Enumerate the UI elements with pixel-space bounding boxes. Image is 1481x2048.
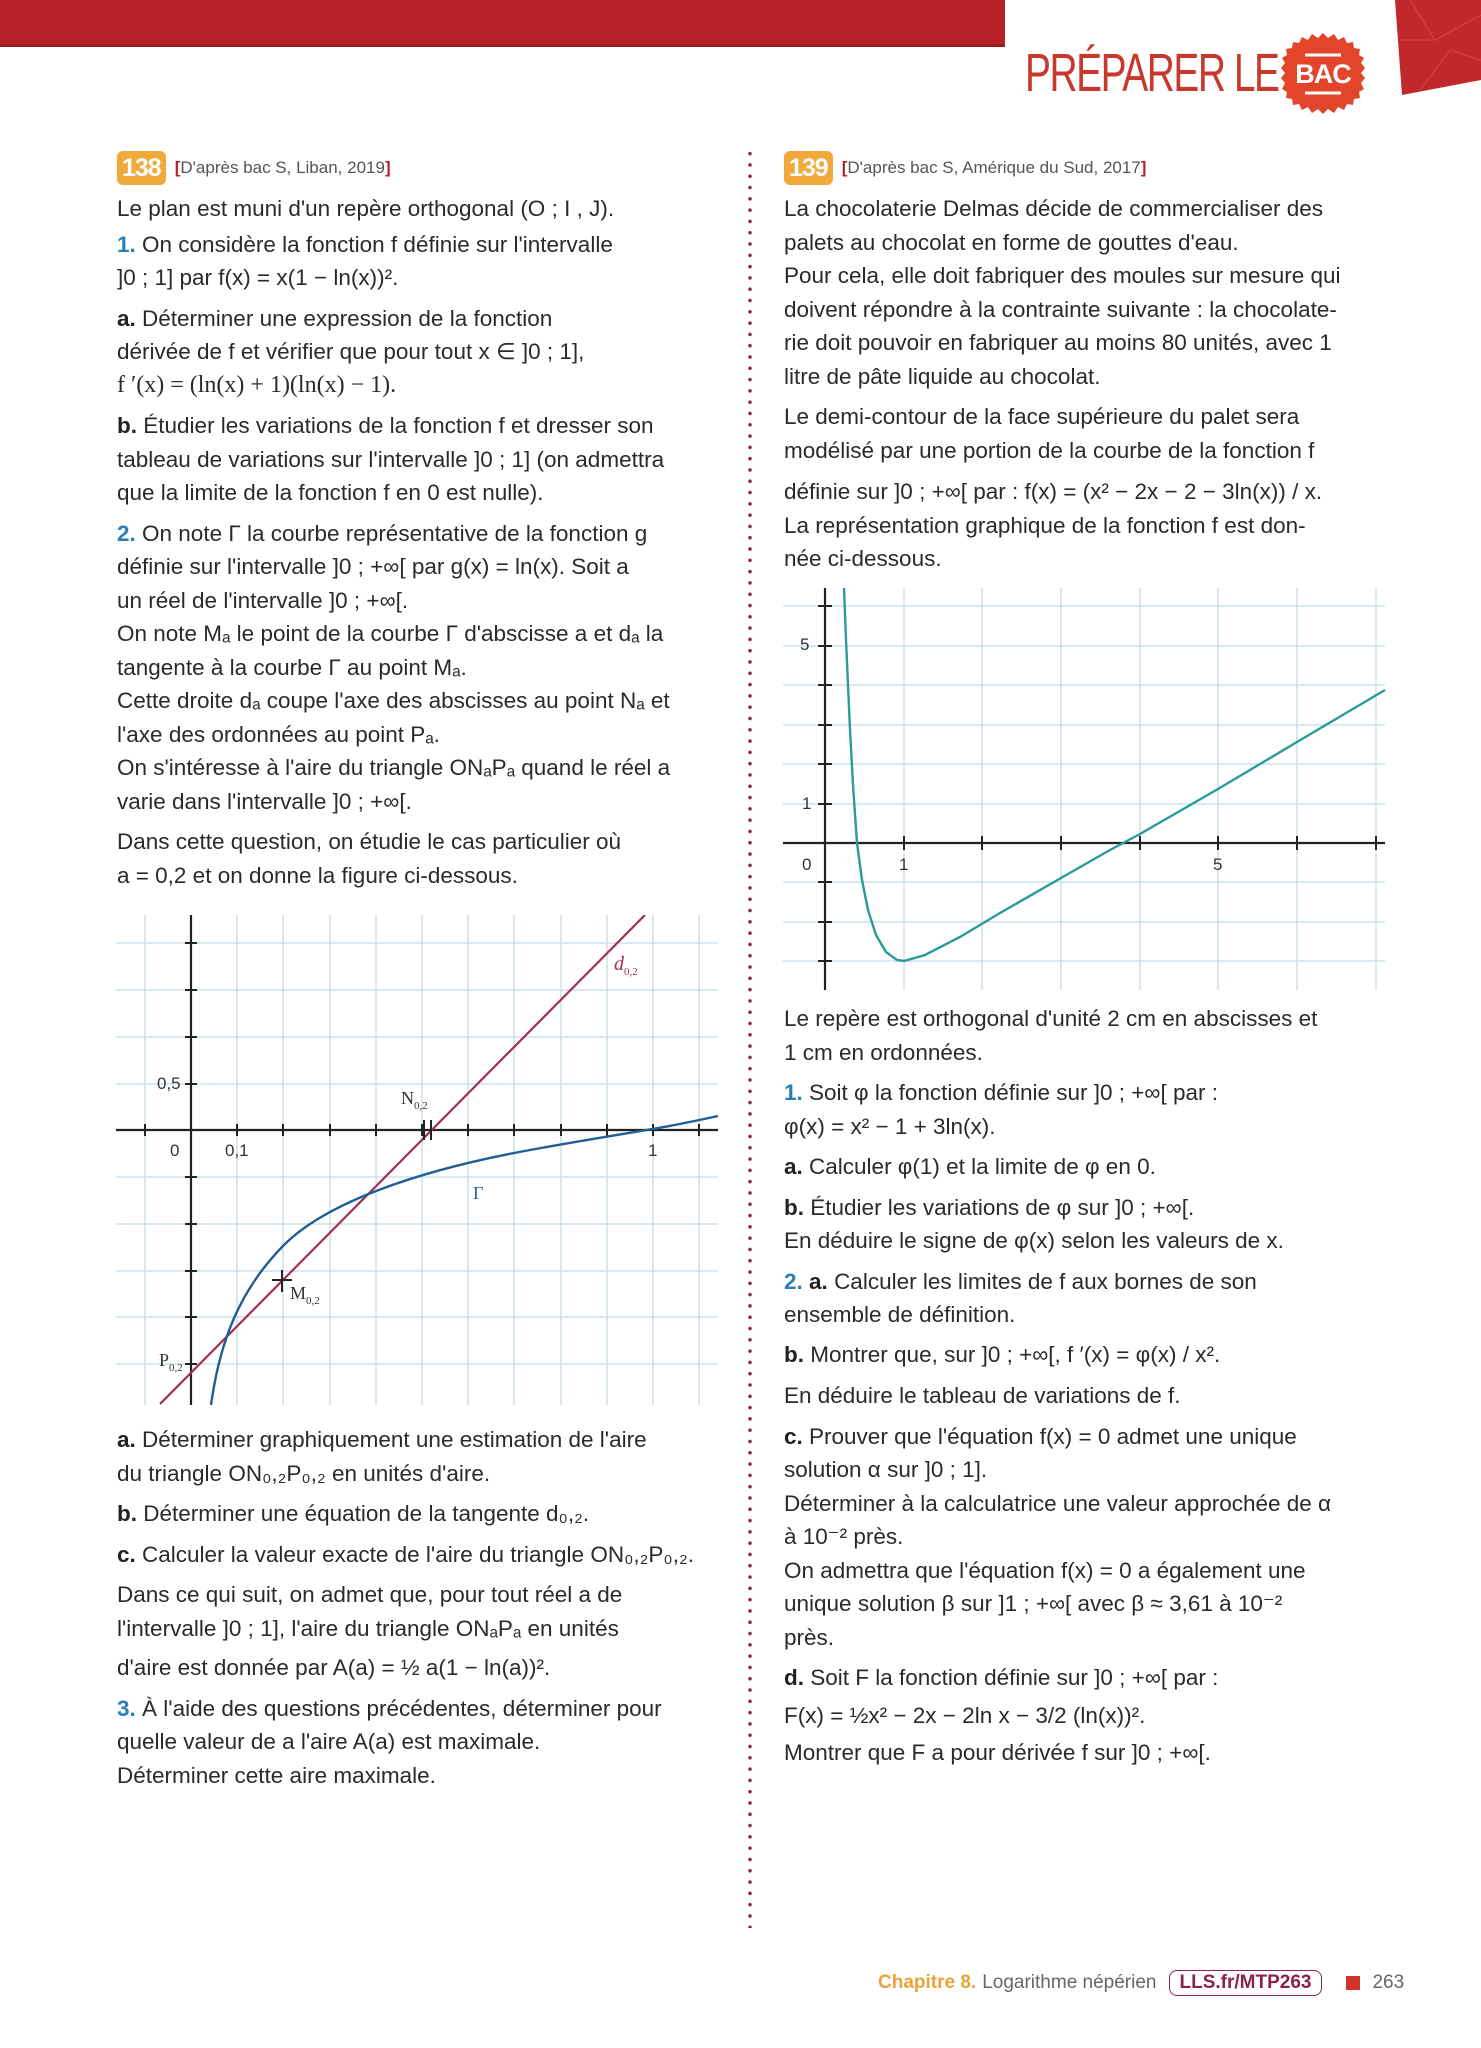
question-1b-line3: que la limite de la fonction f en 0 est nulle). xyxy=(117,480,544,505)
graph-line1: La représentation graphique de la fonction f est don- xyxy=(784,512,1306,538)
question-2c-line: solution α sur ]0 ; 1]. xyxy=(784,1457,988,1482)
preparer-le-label: PRÉPARER LE xyxy=(1025,43,1279,103)
intro-line: palets au chocolat en forme de gouttes d'eau. xyxy=(784,229,1239,255)
bac-badge-label: BAC xyxy=(1295,59,1351,89)
admit-line3: d'aire est donnée par A(a) = ½ a(1 − ln(a))². xyxy=(117,1655,551,1680)
question-text: Déterminer une équation de la tangente d₀,₂. xyxy=(143,1501,590,1526)
x-tick-label-1: 1 xyxy=(899,855,909,874)
question-label: d. xyxy=(784,1665,804,1690)
question-text: Déterminer graphiquement une estimation de l'aire xyxy=(142,1427,647,1452)
question-1 xyxy=(117,228,727,262)
question-2a xyxy=(784,1265,1394,1299)
question-2-line: tangente à la courbe Γ au point Mₐ. xyxy=(117,654,467,680)
intro-text: Le plan est muni d'un repère orthogonal (O ; I , J). xyxy=(117,196,615,221)
question-label: a. xyxy=(117,305,136,331)
question-1b xyxy=(117,409,727,443)
question-2a-line2: du triangle ON₀,₂P₀,₂ en unités d'aire. xyxy=(117,1460,491,1486)
question-label: b. xyxy=(784,1194,804,1220)
page-footer xyxy=(878,1970,1404,1996)
curve-f xyxy=(844,588,1385,961)
question-label: b. xyxy=(117,413,137,438)
x-tick-label-0-1: 0,1 xyxy=(225,1141,249,1160)
model-line3: définie sur ]0 ; +∞[ par : f(x) = (x² − 2x − 2 − 3ln(x)) / x. xyxy=(784,479,1323,504)
question-2a-line2: ensemble de définition. xyxy=(784,1302,1016,1327)
page-number: 263 xyxy=(1372,1972,1405,1993)
question-text: On note Γ la courbe représentative de la fonction g xyxy=(142,520,648,546)
question-text: À l'aide des questions précédentes, déterminer pour xyxy=(142,1695,662,1721)
lls-link[interactable]: LLS.fr/MTP263 xyxy=(1169,1970,1323,1996)
question-number: 1. xyxy=(784,1080,803,1105)
question-2c xyxy=(117,1538,727,1572)
corner-decoration xyxy=(1390,0,1481,95)
header-banner-shadow xyxy=(0,44,1005,47)
source-text: D'après bac S, Amérique du Sud, 2017 xyxy=(847,158,1141,178)
question-text: Étudier les variations de la fonction f et dresser son xyxy=(143,413,654,438)
curve-gamma-ln xyxy=(211,1116,718,1405)
question-number: 3. xyxy=(117,1695,136,1721)
question-2d-line3: Montrer que F a pour dérivée f sur ]0 ; +∞[. xyxy=(784,1740,1211,1765)
label-m02: $M_{0,2}$ xyxy=(290,1283,320,1307)
question-2c-line: à 10⁻² près. xyxy=(784,1524,904,1549)
question-1b-line2: En déduire le signe de φ(x) selon les valeurs de x. xyxy=(784,1228,1284,1253)
question-2c xyxy=(784,1420,1394,1454)
question-1a-formula: f ′(x) = (ln(x) + 1)(ln(x) − 1). xyxy=(117,371,397,398)
question-1-formula: φ(x) = x² − 1 + 3ln(x). xyxy=(784,1113,996,1139)
model-line2: modélisé par une portion de la courbe de la fonction f xyxy=(784,437,1315,463)
question-text: On considère la fonction f définie sur l'intervalle xyxy=(142,231,613,257)
y-tick-label-5: 5 xyxy=(800,635,810,654)
question-3 xyxy=(117,1692,727,1726)
x-tick-label-1: 1 xyxy=(648,1141,658,1160)
question-1b-line2: tableau de variations sur l'intervalle ]0 ; 1] (on admettra xyxy=(117,446,665,472)
label-p02: $P_{0,2}$ xyxy=(159,1350,183,1374)
question-label: a. xyxy=(784,1154,803,1179)
intro-line: doivent répondre à la contrainte suivante : la chocolate- xyxy=(784,296,1337,322)
question-2b xyxy=(784,1338,1394,1372)
label-n02: $N_{0,2}$ xyxy=(401,1088,428,1112)
question-2c-line: On admettra que l'équation f(x) = 0 a également une xyxy=(784,1557,1306,1583)
question-1a xyxy=(117,302,727,336)
figure-function-f xyxy=(780,585,1390,995)
question-1-line2: ]0 ; 1] par f(x) = x(1 − ln(x))². xyxy=(117,265,399,290)
y-tick-label-0-5: 0,5 xyxy=(157,1074,181,1093)
question-label: a. xyxy=(117,1427,136,1452)
question-label: a. xyxy=(809,1268,828,1294)
repere-line1: Le repère est orthogonal d'unité 2 cm en abscisses et xyxy=(784,1006,1318,1031)
case-text-line2: a = 0,2 et on donne la figure ci-dessous. xyxy=(117,862,518,888)
question-label: c. xyxy=(784,1423,803,1449)
figure-tangent-ln xyxy=(116,912,720,1406)
question-2 xyxy=(117,517,727,551)
exercise-source: [D'après bac S, Amérique du Sud, 2017] xyxy=(841,158,1147,178)
question-2-line: l'axe des ordonnées au point Pₐ. xyxy=(117,721,440,747)
question-text: Soit φ la fonction définie sur ]0 ; +∞[ par : xyxy=(809,1080,1218,1105)
column-divider xyxy=(748,148,752,1928)
exercise-header xyxy=(784,150,1394,186)
question-2c-line: près. xyxy=(784,1624,835,1650)
question-1a xyxy=(784,1150,1394,1184)
intro-line: Pour cela, elle doit fabriquer des moules sur mesure qui xyxy=(784,263,1341,288)
question-2-line: On s'intéresse à l'aire du triangle ONₐPₐ quand le réel a xyxy=(117,755,671,780)
model-line1: Le demi-contour de la face supérieure du palet sera xyxy=(784,404,1300,429)
exercise-header xyxy=(117,150,727,186)
label-d02: $d_{0,2}$ xyxy=(614,953,638,978)
question-2-line: Cette droite dₐ coupe l'axe des abscisses au point Nₐ et xyxy=(117,688,670,713)
question-text: Étudier les variations de φ sur ]0 ; +∞[. xyxy=(810,1194,1195,1220)
x-tick-label-5: 5 xyxy=(1213,855,1223,874)
question-2-line: un réel de l'intervalle ]0 ; +∞[. xyxy=(117,587,409,613)
exercise-139-part2 xyxy=(784,1002,1394,1770)
question-label: c. xyxy=(117,1541,136,1567)
question-2-line: définie sur l'intervalle ]0 ; +∞[ par g(x) = ln(x). Soit a xyxy=(117,554,629,579)
exercise-number: 139 xyxy=(784,151,833,185)
y-tick-label-1: 1 xyxy=(802,794,812,813)
label-gamma: Γ xyxy=(473,1183,484,1203)
origin-label: 0 xyxy=(802,855,812,874)
question-text: Soit F la fonction définie sur ]0 ; +∞[ par : xyxy=(810,1665,1219,1690)
exercise-139 xyxy=(784,150,1394,576)
question-3-line2: quelle valeur de a l'aire A(a) est maximale. xyxy=(117,1729,541,1754)
intro-line: La chocolaterie Delmas décide de commercialiser des xyxy=(784,196,1324,221)
question-number: 1. xyxy=(117,231,136,257)
chapter-number: Chapitre 8. xyxy=(878,1972,977,1993)
question-text: Calculer les limites de f aux bornes de son xyxy=(834,1268,1257,1294)
question-2-line: varie dans l'intervalle ]0 ; +∞[. xyxy=(117,788,412,814)
intro-line: rie doit pouvoir en fabriquer au moins 80 unités, avec 1 xyxy=(784,330,1332,355)
question-2b xyxy=(117,1497,727,1531)
question-1a-line2: dérivée de f et vérifier que pour tout x ∈ ]0 ; 1], xyxy=(117,339,585,364)
axis-ticks xyxy=(818,606,1376,961)
page-marker-square-icon xyxy=(1346,1976,1360,1990)
admit-line2: l'intervalle ]0 ; 1], l'aire du triangle ONₐPₐ en unités xyxy=(117,1615,619,1641)
graph-line2: née ci-dessous. xyxy=(784,546,942,571)
question-1b xyxy=(784,1191,1394,1225)
exercise-number: 138 xyxy=(117,151,166,185)
case-text: Dans cette question, on étudie le cas particulier où xyxy=(117,829,622,854)
source-text: D'après bac S, Liban, 2019 xyxy=(180,158,385,178)
question-number: 2. xyxy=(784,1268,803,1294)
question-number: 2. xyxy=(117,520,136,546)
origin-label: 0 xyxy=(170,1141,180,1160)
question-text: Calculer la valeur exacte de l'aire du triangle ON₀,₂P₀,₂. xyxy=(142,1541,694,1567)
intro-line: litre de pâte liquide au chocolat. xyxy=(784,363,1101,389)
axes xyxy=(116,915,718,1405)
question-text: Calculer φ(1) et la limite de φ en 0. xyxy=(809,1154,1156,1179)
question-text: Prouver que l'équation f(x) = 0 admet une unique xyxy=(809,1423,1297,1449)
grid xyxy=(116,915,718,1405)
exercise-138 xyxy=(117,150,727,892)
question-label: b. xyxy=(784,1341,804,1367)
question-text: Montrer que, sur ]0 ; +∞[, f ′(x) = φ(x) / x². xyxy=(810,1341,1221,1367)
repere-line2: 1 cm en ordonnées. xyxy=(784,1039,983,1065)
admit-line1: Dans ce qui suit, on admet que, pour tout réel a de xyxy=(117,1582,623,1607)
question-label: b. xyxy=(117,1501,137,1526)
question-2c-line: unique solution β sur ]1 ; +∞[ avec β ≈ 3,61 à 10⁻² xyxy=(784,1591,1283,1616)
question-2d-formula: F(x) = ½x² − 2x − 2ln x − 3/2 (ln(x))². xyxy=(784,1702,1146,1728)
header-banner xyxy=(0,0,1005,46)
question-text: Déterminer une expression de la fonction xyxy=(142,305,553,331)
question-2b-line2: En déduire le tableau de variations de f. xyxy=(784,1383,1181,1408)
chapter-title: Logarithme népérien xyxy=(982,1972,1157,1993)
exercise-source: [D'après bac S, Liban, 2019] xyxy=(174,158,391,178)
question-2c-line: Déterminer à la calculatrice une valeur approchée de α xyxy=(784,1490,1332,1516)
question-3-line3: Déterminer cette aire maximale. xyxy=(117,1762,436,1788)
question-2d xyxy=(784,1661,1394,1695)
question-2-line: On note Mₐ le point de la courbe Γ d'abscisse a et dₐ la xyxy=(117,621,664,646)
question-2a xyxy=(117,1423,727,1457)
exercise-138-part2 xyxy=(117,1423,727,1792)
question-1 xyxy=(784,1076,1394,1110)
